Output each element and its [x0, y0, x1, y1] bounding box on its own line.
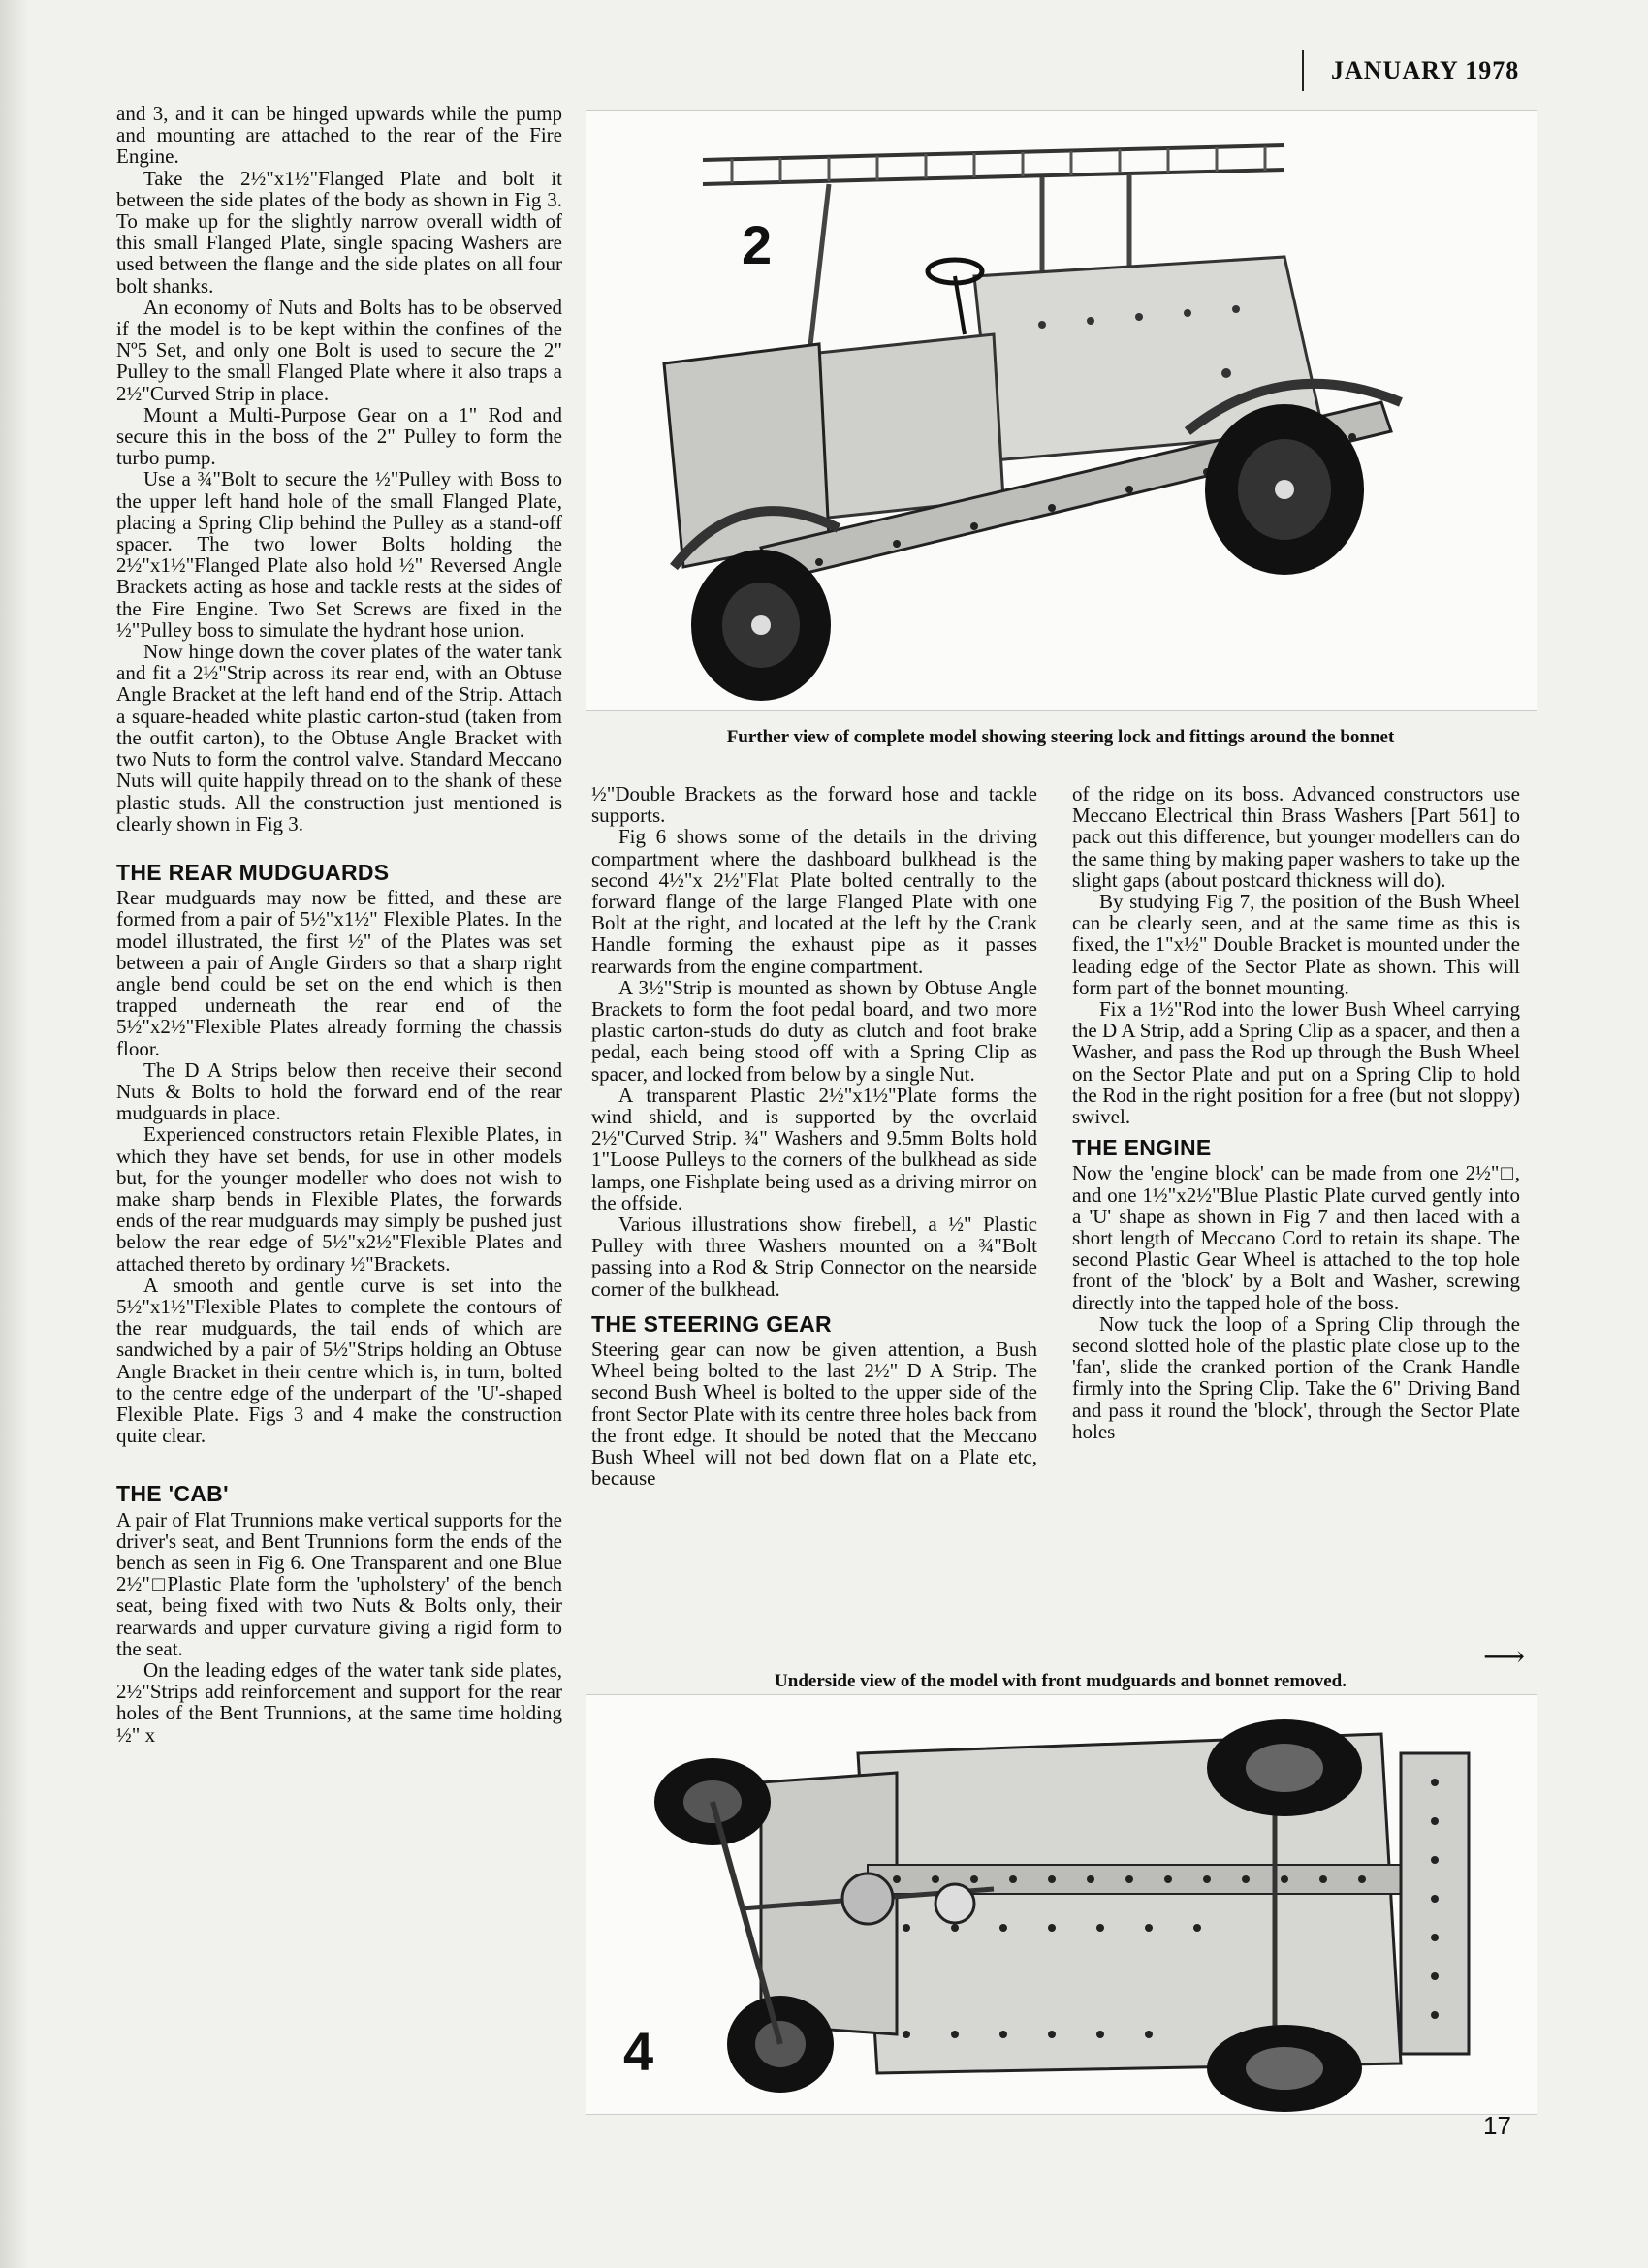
paragraph: Now the 'engine block' can be made from one 2½"□, and one 1½"x2½"Blue Plastic Plate curved gently into a 'U' shape as shown in Fig 7 and then laced with a short length of Meccano Cord to retain its shape. The second Plastic Gear Wheel is attached to the top hole front of the 'block' by a Bolt and Washer, screwing directly into the tapped hole of the boss. — [1072, 1161, 1520, 1314]
paragraph: Experienced constructors retain Flexible Plates, in which they have set bends, for use in other models but, for the younger modeller who does not wish to make sharp bends in Flexible Plates, the forwards ends of the rear mudguards may simply be pushed just below the rear edge of 5½"x2½"Flexible Plates and attached thereto by ordinary ½"Brackets. — [116, 1122, 562, 1276]
paragraph: A transparent Plastic 2½"x1½"Plate forms the wind shield, and is supported by the overlaid 2½"Curved Strip. ¾" Washers and 9.5mm Bolts hold 1"Loose Pulleys to the corners of the bulkhead as side lamps, one Fishplate being used as a driving mirror on the offside. — [591, 1083, 1037, 1214]
paragraph: and 3, and it can be hinged upwards while the pump and mounting are attached to the rear of the Fire Engine. — [116, 102, 562, 169]
figure-4-caption: Underside view of the model with front mudguards and bonnet removed. — [775, 1671, 1347, 1691]
paragraph: A pair of Flat Trunnions make vertical supports for the driver's seat, and Bent Trunnions form the ends of the bench as seen in Fig 6. One Transparent and one Blue 2½"□Plastic Plate form the 'upholstery' of the bench seat, being fixed with two Nuts & Bolts only, their rearwards and upper curvature giving a rigid form to the seat. — [116, 1507, 562, 1660]
paragraph: Rear mudguards may now be fitted, and these are formed from a pair of 5½"x1½" Flexible Plates. In the model illustrated, the first ½" of the Plates was set between a pair of Angle Girders so that a sharp right angle bend could be set on the end which is then trapped underneath the rear end of the 5½"x2½"Flexible Plates already forming the chassis floor. — [116, 886, 562, 1060]
paragraph: By studying Fig 7, the position of the Bush Wheel can be clearly seen, and at the same time as this is fixed, the 1"x½" Double Bracket is mounted under the leading edge of the Sector Plate as shown. This will form part of the bonnet mounting. — [1072, 890, 1520, 999]
paragraph: An economy of Nuts and Bolts has to be observed if the model is to be kept within the confines of the Nº5 Set, and only one Bolt is used to secure the 2" Pulley to the small Flanged Plate where it also traps a 2½"Curved Strip in place. — [116, 295, 562, 405]
paragraph: Now hinge down the cover plates of the water tank and fit a 2½"Strip across its rear end, with an Obtuse Angle Bracket at the left hand end of the Strip. Attach a square-headed white plastic carton-stud (taken from the outfit carton), to the Obtuse Angle Bracket with two Nuts to form the control valve. Standard Meccano Nuts will quite happily thread on to the shank of these plastic studs. All the construction just mentioned is clearly shown in Fig 3. — [116, 640, 562, 835]
paragraph: Various illustrations show firebell, a ½" Plastic Pulley with three Washers mounted on a ¾"Bolt passing into a Rod & Strip Connector on the nearside corner of the bulkhead. — [591, 1213, 1037, 1301]
figure-4-underside-photo — [586, 1694, 1537, 2115]
paragraph: On the leading edges of the water tank side plates, 2½"Strips add reinforcement and support for the rear holes of the Bent Trunnions, at the same time holding ½" x — [116, 1658, 562, 1747]
underside-illustration — [586, 1695, 1537, 2114]
continued-arrow-icon: ⟶ — [1483, 1641, 1526, 1673]
section-heading-engine: THE ENGINE — [1072, 1135, 1212, 1161]
column-1 — [116, 103, 562, 1746]
page-number: 17 — [1483, 2111, 1511, 2140]
page-edge — [0, 0, 29, 2268]
column-3 — [1072, 783, 1520, 1442]
figure-2-caption: Further view of complete model showing steering lock and fittings around the bonnet — [726, 727, 1395, 747]
paragraph: Take the 2½"x1½"Flanged Plate and bolt it between the side plates of the body as shown in Fig 3. To make up for the slightly narrow overall width of this small Flanged Plate, single spacing Washers are used between the flange and the side plates on all four bolt shanks. — [116, 166, 562, 298]
paragraph: Fix a 1½"Rod into the lower Bush Wheel carrying the D A Strip, add a Spring Clip as a spacer, and then a Washer, and pass the Rod up through the Bush Wheel on the Sector Plate and put on a Spring Clip to hold the Rod in the right position for a free (but not sloppy) swivel. — [1072, 997, 1520, 1129]
paragraph: of the ridge on its boss. Advanced constructors use Meccano Electrical thin Brass Washers [Part 561] to pack out this difference, but younger modellers can do the same thing by making paper washers to take up the slight gaps (about postcard thickness will do). — [1072, 782, 1520, 892]
section-heading-cab: THE 'CAB' — [116, 1481, 229, 1507]
paragraph: Fig 6 shows some of the details in the driving compartment where the dashboard bulkhead is the second 4½"x 2½"Flat Plate bolted centrally to the forward flange of the large Flanged Plate with one Bolt at the right, and located at the left by the Crank Handle forming the exhaust pipe as it passes rearwards from the engine compartment. — [591, 825, 1037, 978]
paragraph: A 3½"Strip is mounted as shown by Obtuse Angle Brackets to form the foot pedal board, and two more plastic carton-studs do duty as clutch and foot brake pedal, each being stood off with a Spring Clip as spacer, and locked from below by a single Nut. — [591, 975, 1037, 1086]
paragraph: ½"Double Brackets as the forward hose and tackle supports. — [591, 782, 1037, 828]
paragraph: The D A Strips below then receive their second Nuts & Bolts to hold the forward end of the rear mudguards in place. — [116, 1057, 562, 1125]
column-2 — [591, 783, 1037, 1490]
section-heading-steering-gear: THE STEERING GEAR — [591, 1310, 832, 1337]
fire-engine-illustration — [586, 111, 1537, 710]
paragraph: Steering gear can now be given attention, a Bush Wheel being bolted to the last 2½" D A Strip. The second Bush Wheel is bolted to the upper side of the front Sector Plate with its centre three holes back from the front edge. It should be noted that the Meccano Bush Wheel will not bed down flat on a Plate etc, because — [591, 1338, 1037, 1491]
paragraph: Mount a Multi-Purpose Gear on a 1" Rod and secure this in the boss of the 2" Pulley to form the turbo pump. — [116, 402, 562, 470]
header-rule — [1302, 50, 1304, 91]
paragraph: A smooth and gentle curve is set into the 5½"x1½"Flexible Plates to complete the contours of the rear mudguards, the tail ends of which are sandwiched by a pair of 5½"Strips holding an Obtuse Angle Bracket in their centre which is, in turn, bolted to the centre edge of the underpart of the 'U'-shaped Flexible Plate. Figs 3 and 4 make the construction quite clear. — [116, 1273, 562, 1448]
figure-number: 2 — [742, 214, 773, 275]
header-date: JANUARY 1978 — [1331, 56, 1520, 84]
paragraph: Now tuck the loop of a Spring Clip through the second slotted hole of the plastic plate close up to the 'fan', slide the cranked portion of the Crank Handle firmly into the Spring Clip. Take the 6" Driving Band and pass it round the 'block', through the Sector Plate holes — [1072, 1311, 1520, 1443]
figure-2-fire-engine-photo — [586, 110, 1537, 711]
section-heading-rear-mudguards: THE REAR MUDGUARDS — [116, 859, 390, 885]
paragraph: Use a ¾"Bolt to secure the ½"Pulley with Boss to the upper left hand hole of the small Flanged Plate, placing a Spring Clip behind the Pulley as a stand-off spacer. The two lower Bolts holding the 2½"x1½"Flanged Plate also hold ½" Reversed Angle Brackets acting as hose and tackle rests at the sides of the Fire Engine. Two Set Screws are fixed in the ½"Pulley boss to simulate the hydrant hose union. — [116, 467, 562, 642]
figure-number: 4 — [623, 2021, 654, 2082]
